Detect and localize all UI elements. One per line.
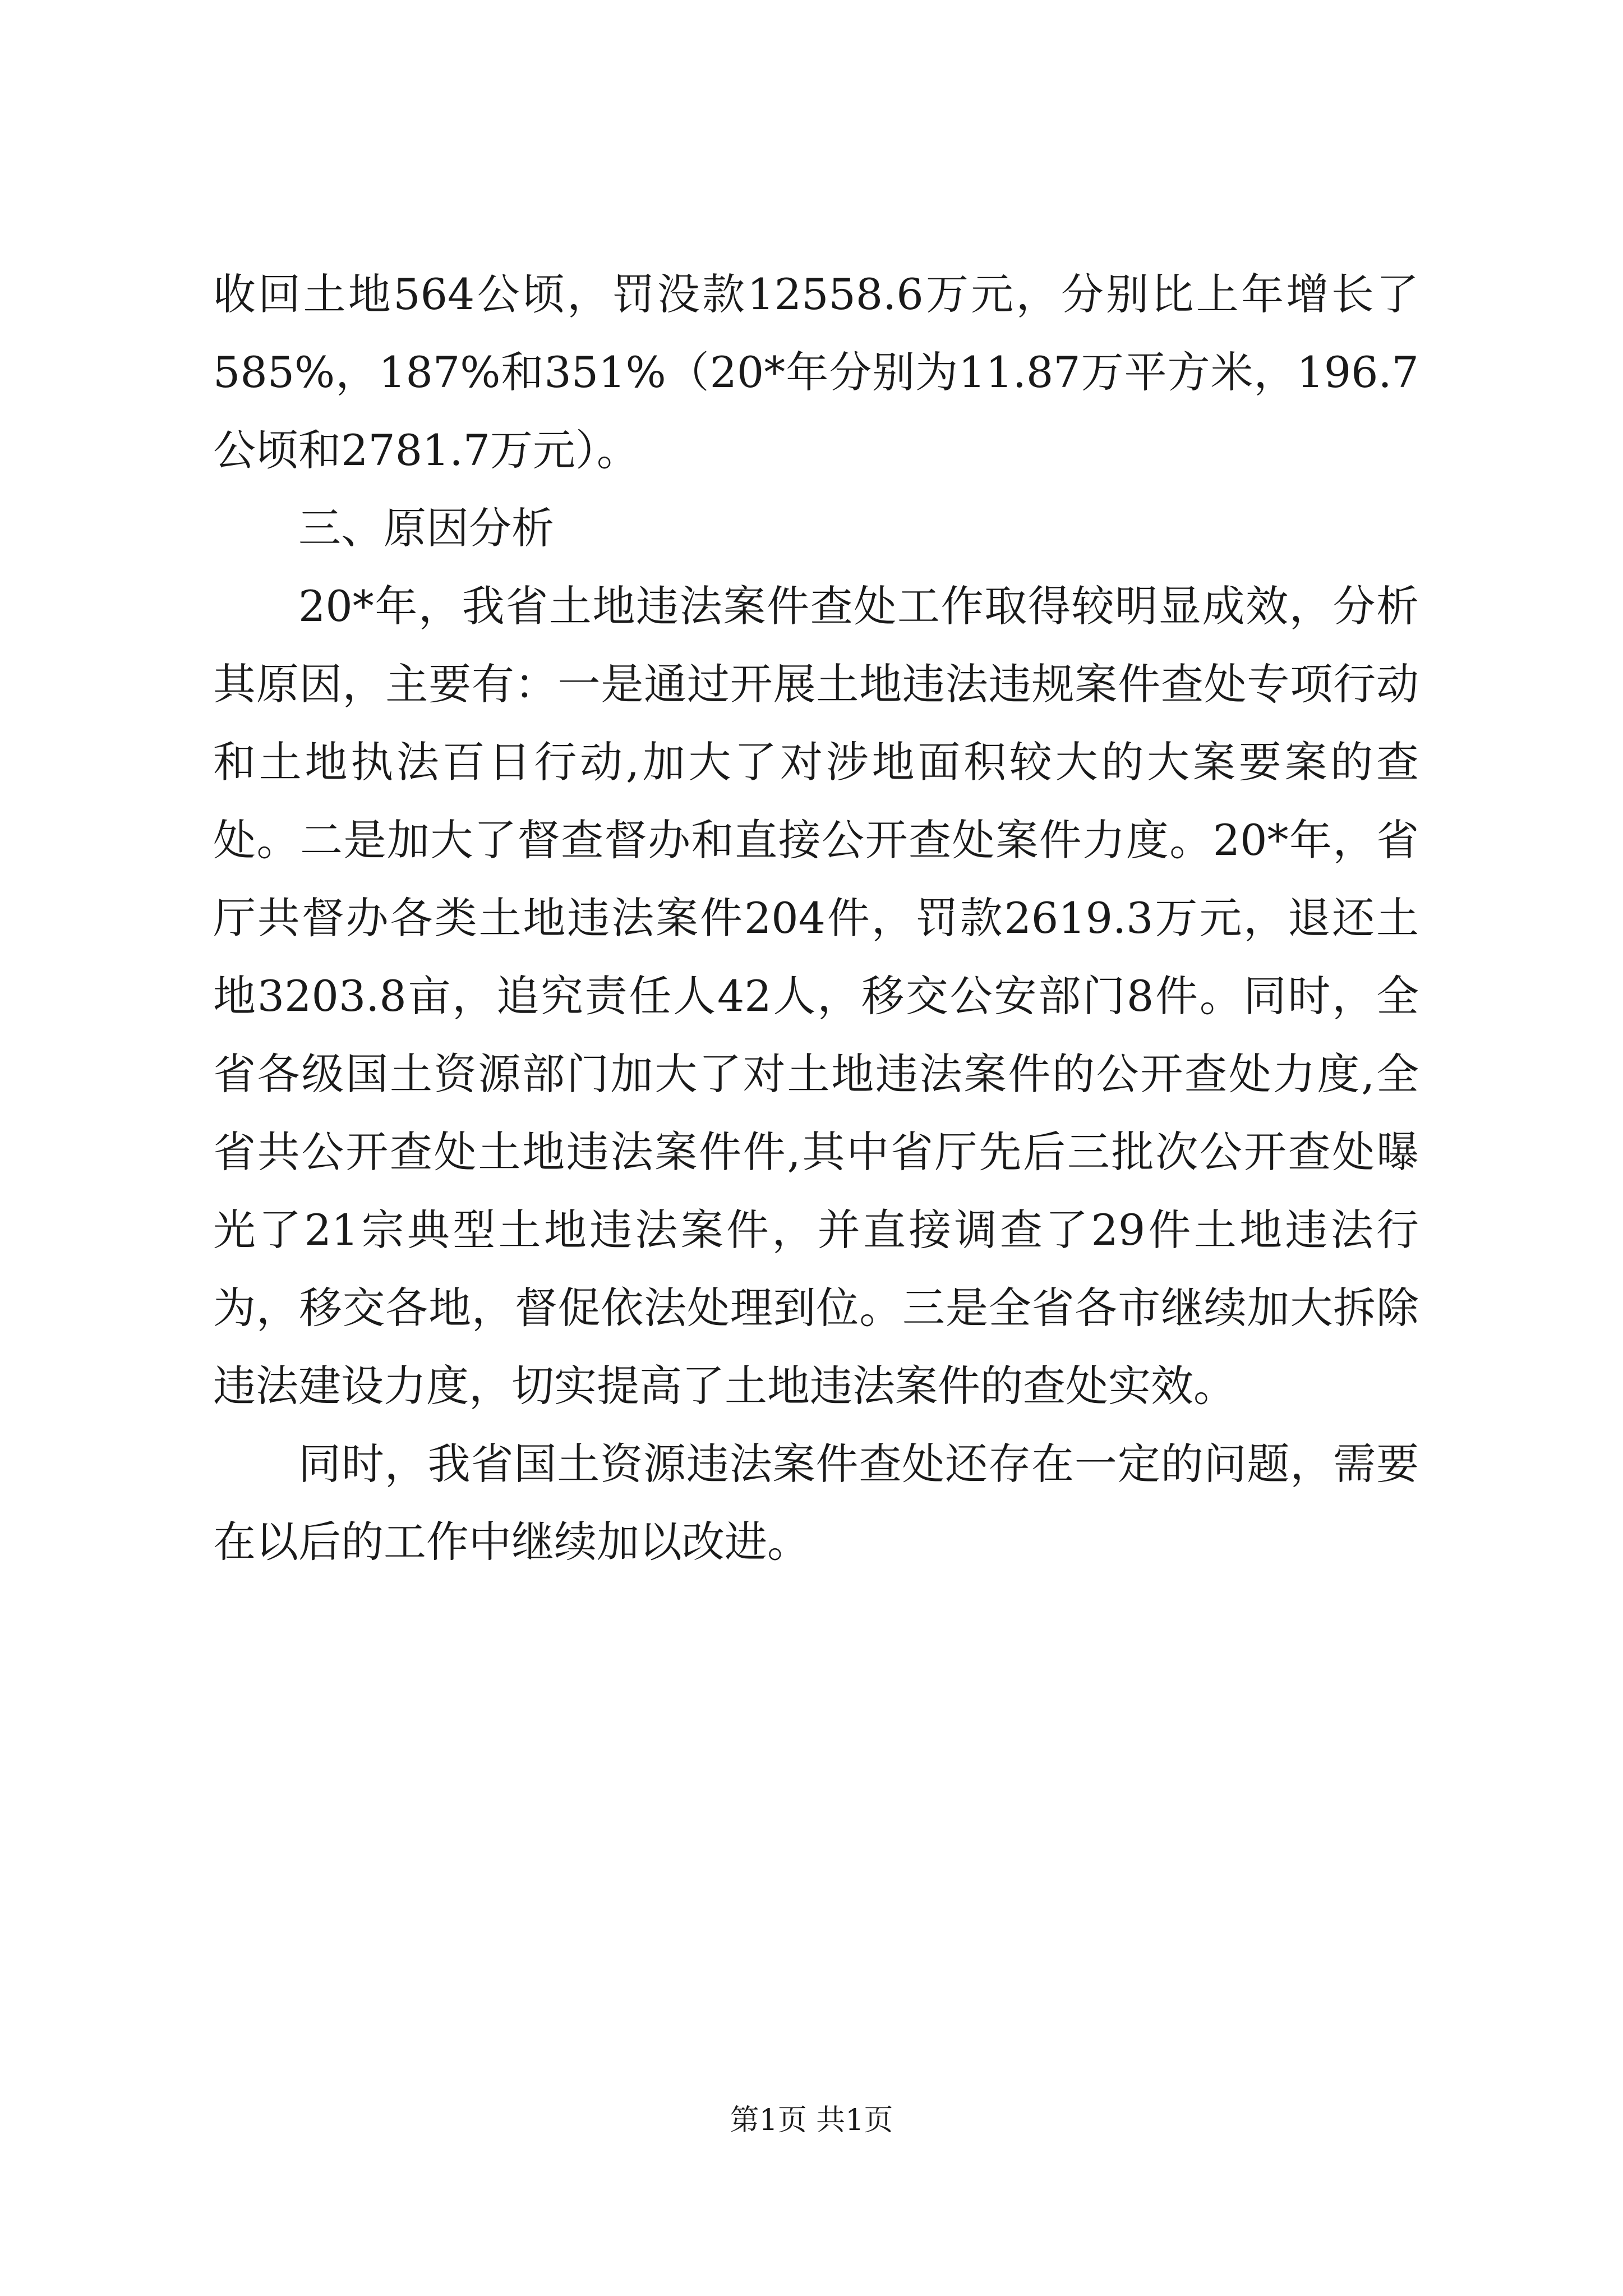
paragraph-cause-analysis: 20*年，我省土地违法案件查处工作取得较明显成效，分析其原因，主要有：一是通过开展土地违法违规案件查处专项行动和土地执法百日行动,加大了对涉地面积较大的大案要案的查处。二是加大了督查督办和直接公开查处案件力度。20*年，省厅共督办各类土地违法案件204件，罚款2619.3万元，退还土地3203.8亩，追究责任人42人，移交公安部门8件。同时，全省各级国土资源部门加大了对土地违法案件的公开查处力度,全省共公开查处土地违法案件件,其中省厅先后三批次公开查处曝光了21宗典型土地违法案件，并直接调查了29件土地违法行为，移交各地，督促依法处理到位。三是全省各市继续加大拆除违法建设力度，切实提高了土地违法案件的查处实效。 (213, 581, 1419, 1411)
document-body (213, 255, 1419, 1581)
paragraph-remaining-issues: 同时，我省国土资源违法案件查处还存在一定的问题，需要在以后的工作中继续加以改进。 (213, 1439, 1419, 1567)
paragraph-continuation: 收回土地564公顷，罚没款12558.6万元，分别比上年增长了585%，187%和351%（20*年分别为11.87万平方米，196.7公顷和2781.7万元）。 (213, 269, 1419, 475)
page-footer: 第1页 共1页 (730, 2104, 893, 2137)
section-heading-cause-analysis: 三、原因分析 (298, 503, 554, 553)
